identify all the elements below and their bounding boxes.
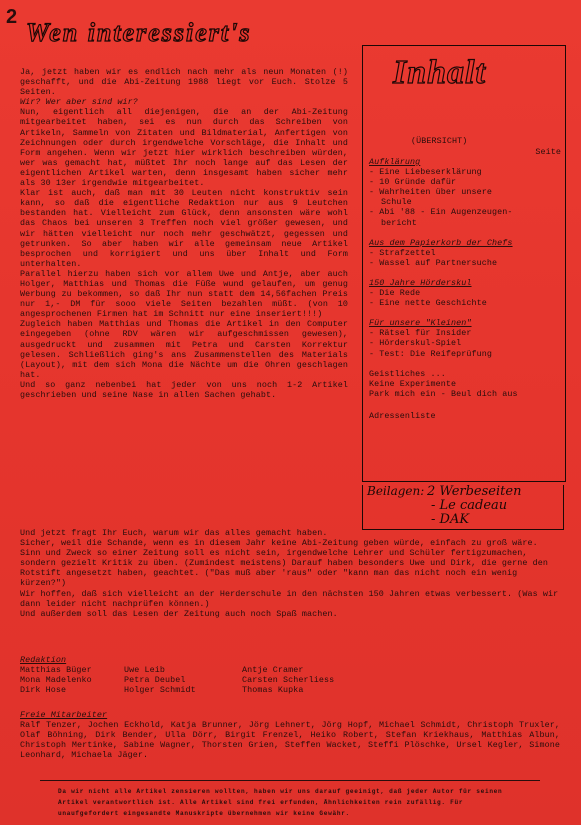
supplement-item: 2 Werbeseiten (427, 484, 522, 499)
toc-item: - Strafzettel (369, 247, 436, 258)
toc-item: - Eine nette Geschichte (369, 298, 487, 309)
paragraph: Wir? Wer aber sind wir? (20, 97, 138, 108)
footer-divider (40, 780, 540, 781)
toc-item: - Wahrheiten über unsere (369, 187, 493, 198)
toc-address-list: Adressenliste (369, 410, 436, 421)
editor-name: Dirk Hose (20, 685, 67, 696)
supplement-item: - DAK (431, 512, 470, 527)
toc-item: - Eine Liebeserklärung (369, 167, 482, 178)
paragraph: Klar ist auch, daß man mit 30 Leuten nicht konstruktiv sein kann, so daß die eigentliche Redaktion nur aus 9 Leutchen bestanden hat. Vielleicht zum Glück, denn ansonsten wäre wohl das Chaos bei unseren 3 Treffen noch viel größer gewesen, und wir hätten vielleicht nur noch mehr geschwätzt, gegessen und getrunken. So aber haben wir alle gemeinsam neue Artikel besprochen und korrigiert und uns über Inhalt und Form unterhalten. (20, 188, 348, 269)
toc-item: Keine Experimente (369, 378, 457, 389)
toc-section (369, 157, 561, 228)
toc-section (369, 238, 561, 268)
toc-item: bericht (381, 217, 417, 228)
toc-title: Inhalt (393, 54, 486, 91)
paragraph: Sinn und Zweck so einer Zeitung soll es nicht sein, irgendwelche Lehrer und Schüler fertigzumachen, sondern gezielt Kritik zu üben. (Zumindest meistens) Darauf haben besonders Uwe und Dirk, die gerne den Rotstift angesetzt haben, geachtet. ("Das muß aber 'raus" oder "kann man das nicht noch ein wenig kürzen?") (20, 548, 548, 589)
editor-name: Thomas Kupka (242, 685, 304, 696)
toc-item: Park mich ein - Beul dich aus (369, 388, 518, 399)
toc-section-heading: Aus dem Papierkorb der Chefs (369, 237, 513, 248)
toc-page-label: Seite (535, 147, 561, 157)
contributors-heading: Freie Mitarbeiter (20, 710, 108, 720)
editor-name: Antje Cramer (242, 665, 304, 676)
toc-overview-label: (ÜBERSICHT) (411, 136, 468, 146)
toc-item: Schule (381, 197, 412, 208)
page-title: Wen interessiert's (26, 18, 252, 47)
toc-item: - Rätsel für Insider (369, 328, 472, 339)
toc-item: - Die Rede (369, 288, 421, 299)
paragraph: Zugleich haben Matthias und Thomas die Artikel in den Computer eingegeben (ohne RDV wären wir aufgeschmissen gewesen), ausgedruckt und zusammen mit Petra und Carsten Korrektur gelesen. Schließlich ging's ans Zusammenstellen des Materials (Layout), mit dem sich Mona die Nächte um die Ohren geschlagen hat. (20, 319, 348, 380)
footer-disclaimer: Da wir nicht alle Artikel zensieren wollten, haben wir uns darauf geeinigt, daß jeder Autor für seinen Artikel verantwortlich ist. Alle Artikel sind frei erfunden, Ähnlichkeiten rein zufällig. Für unaufgefordert eingesandte Manuskripte übernehmen wir keine Gewähr. (58, 788, 503, 817)
toc-section-heading: 150 Jahre Hörderskul (369, 277, 472, 288)
editor-name: Carsten Scherliess (242, 675, 335, 686)
toc-item: - Hörderskul-Spiel (369, 338, 462, 349)
paragraph: Und jetzt fragt Ihr Euch, warum wir das alles gemacht haben. (20, 528, 328, 538)
paragraph: Und so ganz nebenbei hat jeder von uns noch 1-2 Artikel geschrieben und seine Nase in allen Sachen gehabt. (20, 379, 348, 400)
editor-name: Mona Madelenko (20, 675, 92, 686)
toc-section (369, 278, 561, 308)
toc-section-heading: Aufklärung (369, 157, 421, 167)
toc-item: Geistliches ... (369, 368, 446, 379)
toc-section-heading: Für unsere "Kleinen" (369, 318, 472, 329)
toc-item: - Wassel auf Partnersuche (369, 257, 498, 268)
editorial-names (20, 665, 350, 695)
editor-name: Matthias Büger (20, 665, 92, 676)
editorial-team (20, 655, 350, 695)
toc-item: - Test: Die Reifeprüfung (369, 348, 493, 359)
closing-text (20, 528, 560, 619)
editor-name: Uwe Leib (124, 665, 166, 676)
editor-name: Petra Deubel (124, 675, 186, 686)
paragraph: Parallel hierzu haben sich vor allem Uwe und Antje, aber auch Holger, Matthias und Thomas die Füße wund gelaufen, um genug Werbung zu bekommen, so daß Ihr nun statt dem 14,56fachen Preis nur 1,- DM für sooo viele Seiten bezahlen müßt. (von 10 angesprochenen Firmen hat im Schnitt nur eine inseriert!!!) (20, 268, 348, 320)
supplement-item: - Le cadeau (431, 498, 508, 513)
page-number: 2 (6, 6, 18, 28)
toc-item: - 10 Gründe dafür (369, 177, 457, 188)
editor-name: Holger Schmidt (124, 685, 196, 696)
paragraph: Und außerdem soll das Lesen der Zeitung auch noch Spaß machen. (20, 608, 338, 619)
toc-item: - Abi '88 - Ein Augenzeugen- (369, 207, 513, 218)
intro-text (20, 67, 348, 400)
paragraph: Nun, eigentlich all diejenigen, die an der Abi-Zeitung mitgearbeitet haben, sei es nun durch das Schreiben von Artikeln, Sammeln von Zitaten und Bildmaterial, Anfertigen von Zeichnungen oder durch irgendwelche Vorschläge, die Inhalt und Form angehen. Wenn wir jetzt hier wirklich beschreiben würden, wer was gemacht hat, müßtet Ihr noch lange auf das Lesen der eigentlichen Artikel warten, denn insgesamt haben sicher mehr als 30 13er irgendwie mitgearbeitet. (20, 107, 348, 189)
toc-body (369, 157, 561, 421)
supplements-box (362, 485, 564, 530)
toc-section (369, 318, 561, 358)
paragraph: Wir hoffen, daß sich vielleicht an der Herderschule in den nächsten 150 Jahren etwas verbessert. (Was wir dann leider nicht nachprüfen können.) (20, 588, 559, 609)
table-of-contents-box (362, 45, 566, 482)
editorial-heading: Redaktion (20, 655, 67, 665)
toc-misc (369, 369, 561, 399)
supplements-heading: Beilagen: (367, 484, 425, 498)
contributors-list: Ralf Tenzer, Jochen Eckhold, Katja Brunner, Jörg Lehnert, Jörg Hopf, Michael Schmidt, Christoph Truxler, Olaf Böhning, Dirk Bender, Ulla Dörr, Birgit Frenzel, Heiko Robert, Stefan Kriekhaus, Matthias Albun, Christoph Mertinke, Sabine Wagner, Thorsten Grien, Steffen Wacket, Steffi Plöschke, Ursel Kegler, Simone Leonhard, Michaela Jäger. (20, 720, 560, 761)
paragraph: Ja, jetzt haben wir es endlich nach mehr als neun Monaten (!) geschafft, und die Abi-Zeitung 1988 liegt vor Euch. Stolze 5 Seiten. (20, 67, 348, 98)
paragraph: Sicher, weil die Schande, wenn es in diesem Jahr keine Abi-Zeitung geben würde, einfach zu groß wäre. (20, 538, 538, 549)
contributors (20, 710, 560, 760)
